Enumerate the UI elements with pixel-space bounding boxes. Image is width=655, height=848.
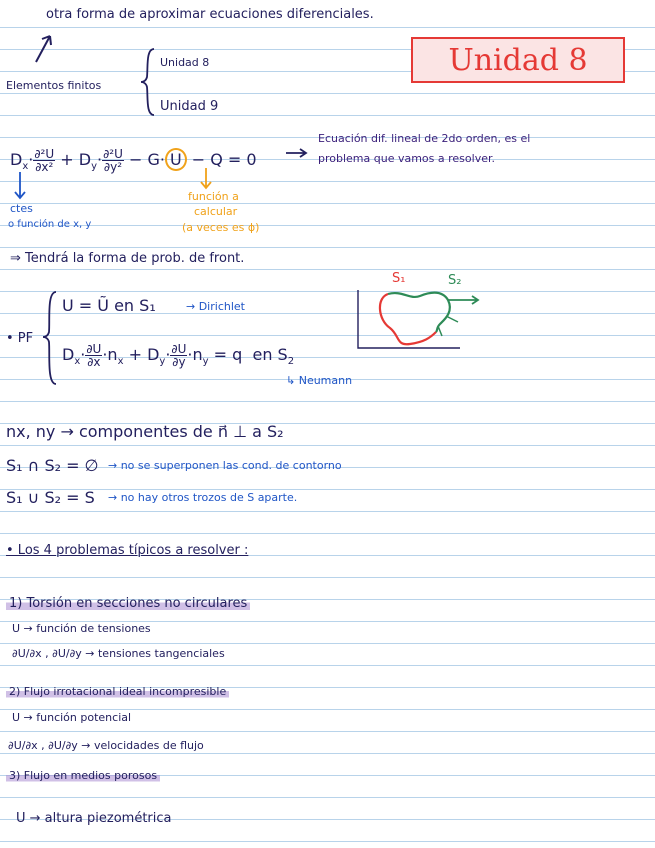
problems-title: • Los 4 problemas típicos a resolver : <box>6 543 249 558</box>
ctes-arrow-icon <box>10 170 32 204</box>
problem-3-line-1: U → altura piezométrica <box>16 811 172 826</box>
pf-label: • PF <box>6 331 34 346</box>
problem-2-title-text: 2) Flujo irrotacional ideal incompresible <box>6 685 229 698</box>
dirichlet-label: → Dirichlet <box>186 300 245 313</box>
problem-1-line-1: U → función de tensiones <box>12 622 151 635</box>
function-label-2: calcular <box>194 205 238 218</box>
function-arrow-icon <box>196 166 216 192</box>
elements-item-1: Unidad 8 <box>160 56 210 69</box>
diagram-s1-label: S₁ <box>392 271 406 286</box>
unit-title-box <box>411 37 625 83</box>
diagram-s2-label: S₂ <box>448 273 462 288</box>
boundary-statement: ⇒ Tendrá la forma de prob. de front. <box>10 251 245 266</box>
problem-2-title <box>6 686 229 697</box>
intersection-line: S₁ ∩ S₂ = ∅ <box>6 456 99 475</box>
neumann-label: ↳ Neumann <box>286 374 353 387</box>
union-note: → no hay otros trozos de S aparte. <box>108 491 298 504</box>
equation-note-line2: problema que vamos a resolver. <box>318 152 495 165</box>
curly-brace-icon <box>140 47 156 117</box>
elements-item-2: Unidad 9 <box>160 99 219 114</box>
main-equation: $D_x\cdot$ $\frac{\text{∂²U}}{\text{∂x²}}$ + $D_y\cdot$ $\frac{\text{∂²U}}{\text{∂y²}}$ − G· U − Q = 0 <box>10 147 257 174</box>
problem-2-line-2: ∂U/∂x , ∂U/∂y → velocidades de flujo <box>8 739 204 752</box>
elements-label: Elementos finitos <box>6 79 102 92</box>
union-line: S₁ ∪ S₂ = S <box>6 488 95 507</box>
function-label-1: función a <box>188 190 239 203</box>
boundary-domain-diagram <box>350 272 490 368</box>
normal-components-line: nx, ny → componentes de n⃗ ⊥ a S₂ <box>6 422 284 441</box>
function-label-3: (a veces es ϕ) <box>182 221 260 234</box>
problem-2-line-1: U → función potencial <box>12 711 132 724</box>
header-note: otra forma de aproximar ecuaciones diferenciales. <box>46 7 374 22</box>
unit-title: Unidad 8 <box>448 43 588 78</box>
pf-dirichlet-equation: U = Ũ en S₁ <box>62 296 156 315</box>
pointer-arrow-icon <box>30 30 60 66</box>
problem-1-line-2: ∂U/∂x , ∂U/∂y → tensiones tangenciales <box>12 647 225 660</box>
problem-1-title <box>6 597 250 610</box>
pf-neumann-equation: $D_x\cdot$ $\frac{\partial U}{\partial x}$ $\cdot n_x + D_y\cdot$ $\frac{\partial U}{\partial y}$ $\cdot n_y = q$ en $S_2$ <box>62 342 295 369</box>
equation-note-line1: Ecuación dif. lineal de 2do orden, es el <box>318 132 531 145</box>
ctes-sub-label: o función de x, y <box>8 219 92 230</box>
problem-3-title <box>6 770 160 781</box>
equation-arrow-icon <box>284 146 310 160</box>
problem-1-title-text: 1) Torsión en secciones no circulares <box>6 596 250 611</box>
pf-curly-brace-icon <box>42 290 58 386</box>
ctes-label: ctes <box>10 202 33 215</box>
intersection-note: → no se superponen las cond. de contorno <box>108 459 342 472</box>
problem-3-title-text: 3) Flujo en medios porosos <box>6 769 160 782</box>
